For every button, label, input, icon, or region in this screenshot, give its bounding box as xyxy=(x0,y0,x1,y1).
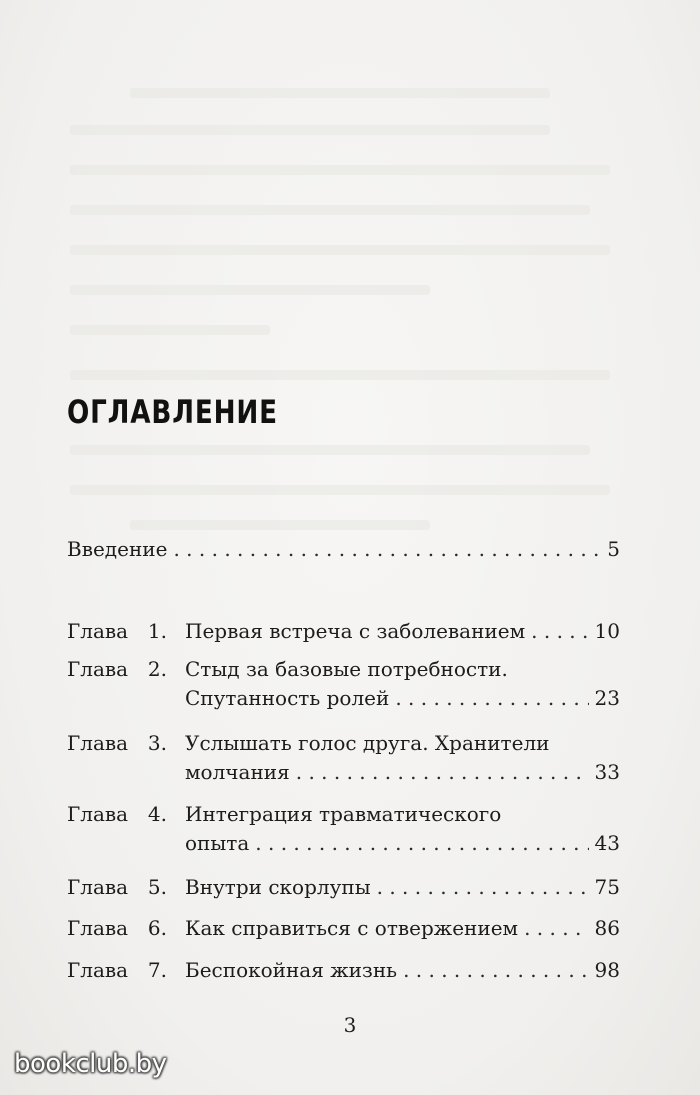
chapter-title-cont: опыта xyxy=(185,831,250,855)
chapter-number: 4. xyxy=(147,802,167,826)
chapter-label: Глава xyxy=(67,875,129,899)
chapter-title: Услышать голос друга. Хранители xyxy=(185,731,550,755)
page-number: 3 xyxy=(343,1013,357,1037)
dot-leader xyxy=(255,830,588,856)
toc-page-ref: 33 xyxy=(594,760,620,784)
toc-entry-chapter-2-cont xyxy=(67,685,620,711)
toc-entry-chapter-3 xyxy=(67,730,620,756)
toc-page-ref: 75 xyxy=(594,875,620,899)
dot-leader xyxy=(531,618,588,644)
toc-entry-text: Введение xyxy=(67,537,168,561)
toc-page-ref: 5 xyxy=(607,537,620,561)
toc-entry-chapter-2 xyxy=(67,656,620,682)
page-title: ОГЛАВЛЕНИЕ xyxy=(67,393,278,431)
toc-page-ref: 98 xyxy=(594,958,620,982)
toc-entry-chapter-1 xyxy=(67,618,620,644)
chapter-number: 7. xyxy=(147,958,167,982)
show-through-line xyxy=(70,370,610,380)
show-through-line xyxy=(70,125,550,135)
chapter-number: 2. xyxy=(147,657,167,681)
show-through-line xyxy=(70,325,270,335)
toc-page-ref: 23 xyxy=(594,686,620,710)
chapter-title: Первая встреча с заболеванием xyxy=(185,619,526,643)
chapter-title: Внутри скорлупы xyxy=(185,875,371,899)
show-through-line xyxy=(70,245,610,255)
chapter-label: Глава xyxy=(67,731,129,755)
chapter-title: Стыд за базовые потребности. xyxy=(185,657,508,681)
watermark: bookclub.by xyxy=(14,1049,167,1079)
dot-leader xyxy=(377,874,589,900)
toc-page-ref: 10 xyxy=(594,619,620,643)
show-through-line xyxy=(70,165,610,175)
show-through-line xyxy=(70,445,590,455)
chapter-number: 5. xyxy=(147,875,167,899)
chapter-label: Глава xyxy=(67,619,129,643)
chapter-title-cont: Спутанность ролей xyxy=(185,686,390,710)
chapter-label: Глава xyxy=(67,657,129,681)
dot-leader xyxy=(296,759,589,785)
show-through-line xyxy=(130,520,430,530)
dot-leader xyxy=(524,915,588,941)
chapter-label: Глава xyxy=(67,916,129,940)
chapter-number: 6. xyxy=(147,916,167,940)
toc-entry-chapter-4-cont xyxy=(67,830,620,856)
chapter-number: 3. xyxy=(147,731,167,755)
toc-page-ref: 86 xyxy=(594,916,620,940)
chapter-title: Беспокойная жизнь xyxy=(185,958,398,982)
dot-leader xyxy=(395,685,588,711)
dot-leader xyxy=(173,536,601,562)
chapter-title-cont: молчания xyxy=(185,760,290,784)
dot-leader xyxy=(403,957,588,983)
toc-entry-intro xyxy=(67,536,620,562)
chapter-title: Интеграция травматического xyxy=(185,802,502,826)
show-through-line xyxy=(70,485,610,495)
chapter-label: Глава xyxy=(67,958,129,982)
show-through-line xyxy=(70,205,590,215)
toc-entry-chapter-5 xyxy=(67,874,620,900)
toc-entry-chapter-3-cont xyxy=(67,759,620,785)
toc-entry-chapter-4 xyxy=(67,801,620,827)
chapter-label: Глава xyxy=(67,802,129,826)
toc-entry-chapter-7 xyxy=(67,957,620,983)
toc-entry-chapter-6 xyxy=(67,915,620,941)
toc-page-ref: 43 xyxy=(594,831,620,855)
show-through-line xyxy=(130,88,550,98)
chapter-number: 1. xyxy=(147,619,167,643)
show-through-line xyxy=(70,285,430,295)
chapter-title: Как справиться с отвержением xyxy=(185,916,519,940)
